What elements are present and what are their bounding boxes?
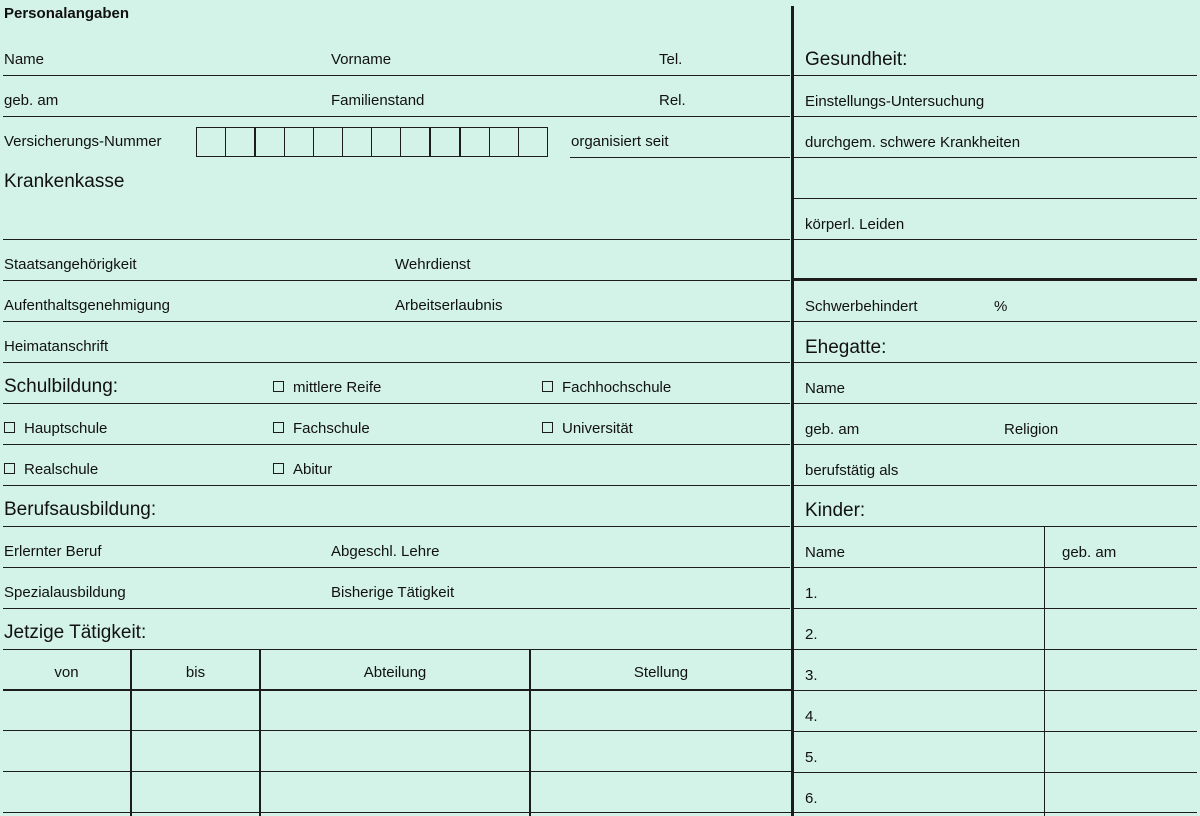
center-divider bbox=[791, 6, 794, 816]
digit-box[interactable] bbox=[226, 128, 256, 156]
checkbox-box[interactable] bbox=[542, 381, 553, 392]
label-name: Name bbox=[4, 51, 45, 68]
checkbox-label: Abitur bbox=[293, 461, 333, 478]
label-kinder: Kinder: bbox=[805, 500, 866, 521]
rule bbox=[3, 280, 790, 281]
rule bbox=[794, 239, 1197, 240]
label-wehrdienst: Wehrdienst bbox=[395, 256, 471, 273]
rule bbox=[3, 812, 793, 813]
rule bbox=[3, 321, 790, 322]
kinder-row-number: 5. bbox=[805, 749, 818, 766]
checkbox-box[interactable] bbox=[273, 381, 284, 392]
kinder-row-number: 1. bbox=[805, 585, 818, 602]
digit-box[interactable] bbox=[461, 128, 490, 156]
digit-box[interactable] bbox=[197, 128, 226, 156]
rule bbox=[3, 485, 790, 486]
rule bbox=[794, 812, 1197, 813]
rule bbox=[3, 526, 790, 527]
rule bbox=[794, 649, 1197, 650]
label-einstellungs-untersuchung: Einstellungs-Untersuchung bbox=[805, 93, 985, 110]
label-familienstand: Familienstand bbox=[331, 92, 425, 109]
rule bbox=[794, 321, 1197, 322]
rule bbox=[3, 608, 790, 609]
checkbox-label: Realschule bbox=[24, 461, 99, 478]
rule bbox=[794, 485, 1197, 486]
label-heimatanschrift: Heimatanschrift bbox=[4, 338, 109, 355]
label-schwerbehindert: Schwerbehindert bbox=[805, 298, 918, 315]
rule bbox=[794, 198, 1197, 199]
label-ehegatte: Ehegatte: bbox=[805, 337, 887, 358]
digit-box[interactable] bbox=[256, 128, 285, 156]
label-geb-am: geb. am bbox=[4, 92, 59, 109]
label-percent: % bbox=[994, 298, 1008, 315]
rule bbox=[3, 362, 790, 363]
label-krankheiten: durchgem. schwere Krankheiten bbox=[805, 134, 1021, 151]
checkbox-label: Fachhochschule bbox=[562, 379, 672, 396]
label-abgeschl-lehre: Abgeschl. Lehre bbox=[331, 543, 440, 560]
rule bbox=[794, 526, 1197, 527]
checkbox-label: Universität bbox=[562, 420, 633, 437]
rule bbox=[3, 649, 793, 650]
label-arbeitserlaubnis: Arbeitserlaubnis bbox=[395, 297, 503, 314]
checkbox-abitur[interactable] bbox=[273, 461, 332, 479]
checkbox-box[interactable] bbox=[542, 422, 553, 433]
rule bbox=[794, 116, 1197, 117]
label-religion: Religion bbox=[1004, 421, 1059, 438]
label-krankenkasse: Krankenkasse bbox=[4, 171, 125, 192]
label-staatsangehoerigkeit: Staatsangehörigkeit bbox=[4, 256, 137, 273]
rule bbox=[794, 772, 1197, 773]
label-kinder-geb-am: geb. am bbox=[1062, 544, 1117, 561]
kinder-row-number: 3. bbox=[805, 667, 818, 684]
label-aufenthaltsgenehmigung: Aufenthaltsgenehmigung bbox=[4, 297, 170, 314]
label-rel: Rel. bbox=[659, 92, 686, 109]
digit-box[interactable] bbox=[314, 128, 343, 156]
label-tel: Tel. bbox=[659, 51, 683, 68]
rule bbox=[794, 731, 1197, 732]
column-header-bis: bis bbox=[185, 664, 206, 681]
checkbox-box[interactable] bbox=[4, 422, 15, 433]
rule bbox=[794, 403, 1197, 404]
label-schulbildung: Schulbildung: bbox=[4, 376, 119, 397]
label-jetzige-taetigkeit: Jetzige Tätigkeit: bbox=[4, 622, 147, 643]
label-spouse-geb-am: geb. am bbox=[805, 421, 860, 438]
checkbox-fachschule[interactable] bbox=[273, 420, 370, 438]
label-erlernter-beruf: Erlernter Beruf bbox=[4, 543, 102, 560]
digit-box[interactable] bbox=[343, 128, 372, 156]
rule bbox=[3, 567, 790, 568]
insurance-number-boxes[interactable] bbox=[196, 127, 548, 157]
digit-box[interactable] bbox=[401, 128, 431, 156]
label-berufstaetig-als: berufstätig als bbox=[805, 462, 899, 479]
rule bbox=[570, 157, 790, 158]
rule bbox=[794, 75, 1197, 76]
rule bbox=[794, 362, 1197, 363]
rule bbox=[794, 608, 1197, 609]
label-versicherungsnummer: Versicherungs-Nummer bbox=[4, 133, 162, 150]
digit-box[interactable] bbox=[519, 128, 547, 156]
label-spezialausbildung: Spezialausbildung bbox=[4, 584, 126, 601]
digit-box[interactable] bbox=[490, 128, 519, 156]
rule bbox=[3, 239, 790, 240]
label-koerperl-leiden: körperl. Leiden bbox=[805, 216, 905, 233]
label-berufsausbildung: Berufsausbildung: bbox=[4, 499, 157, 520]
label-organisiert-seit: organisiert seit bbox=[571, 133, 669, 150]
label-gesundheit: Gesundheit: bbox=[805, 49, 908, 70]
checkbox-label: Fachschule bbox=[293, 420, 370, 437]
label-kinder-name: Name bbox=[805, 544, 846, 561]
column-header-von: von bbox=[54, 664, 79, 681]
rule bbox=[3, 116, 790, 117]
digit-box[interactable] bbox=[431, 128, 461, 156]
digit-box[interactable] bbox=[372, 128, 401, 156]
checkbox-realschule[interactable] bbox=[4, 461, 98, 479]
rule bbox=[794, 690, 1197, 691]
label-bisherige-taetigkeit: Bisherige Tätigkeit bbox=[331, 584, 455, 601]
form-title: Personalangaben bbox=[4, 5, 130, 22]
rule bbox=[3, 444, 790, 445]
rule bbox=[794, 444, 1197, 445]
kinder-column-divider bbox=[1044, 526, 1045, 816]
checkbox-label: mittlere Reife bbox=[293, 379, 382, 396]
rule bbox=[3, 403, 790, 404]
checkbox-hauptschule[interactable] bbox=[4, 420, 107, 438]
rule bbox=[3, 75, 790, 76]
checkbox-fachhochschule[interactable] bbox=[542, 379, 671, 397]
rule bbox=[794, 157, 1197, 158]
checkbox-universitaet[interactable] bbox=[542, 420, 633, 438]
checkbox-label: Hauptschule bbox=[24, 420, 108, 437]
column-header-abteilung: Abteilung bbox=[363, 664, 427, 681]
rule-thick bbox=[794, 278, 1197, 281]
checkbox-box[interactable] bbox=[4, 463, 15, 474]
rule-thick bbox=[3, 689, 793, 691]
kinder-row-number: 4. bbox=[805, 708, 818, 725]
digit-box[interactable] bbox=[285, 128, 314, 156]
rule bbox=[3, 771, 793, 772]
label-vorname: Vorname bbox=[331, 51, 392, 68]
label-spouse-name: Name bbox=[805, 380, 846, 397]
rule bbox=[794, 567, 1197, 568]
kinder-row-number: 6. bbox=[805, 790, 818, 807]
kinder-row-number: 2. bbox=[805, 626, 818, 643]
checkbox-mittlere-reife[interactable] bbox=[273, 379, 381, 397]
column-header-stellung: Stellung bbox=[633, 664, 689, 681]
checkbox-box[interactable] bbox=[273, 422, 284, 433]
checkbox-box[interactable] bbox=[273, 463, 284, 474]
rule bbox=[3, 730, 793, 731]
